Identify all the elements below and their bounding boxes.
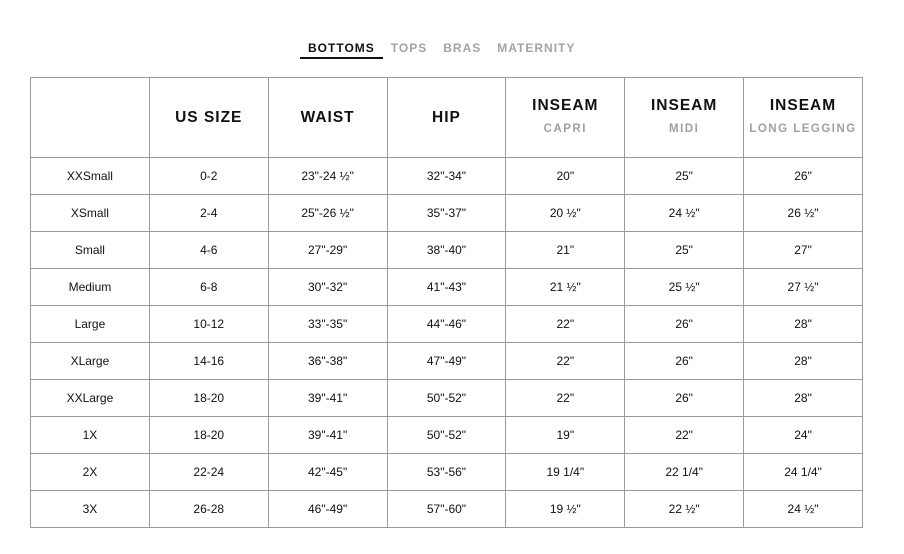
table-cell: 30"-32" (268, 269, 387, 306)
tab-bottoms[interactable]: BOTTOMS (300, 40, 383, 59)
size-name-cell: XXLarge (31, 380, 150, 417)
size-name-cell: Small (31, 232, 150, 269)
table-cell: 24 1/4" (744, 454, 863, 491)
column-header-waist (268, 78, 387, 158)
table-cell: 38"-40" (387, 232, 506, 269)
table-cell: 21" (506, 232, 625, 269)
table-row (31, 232, 863, 269)
table-cell: 14-16 (149, 343, 268, 380)
table-row (31, 380, 863, 417)
table-cell: 18-20 (149, 380, 268, 417)
table-row (31, 417, 863, 454)
table-cell: 25 ½" (625, 269, 744, 306)
table-cell: 26-28 (149, 491, 268, 528)
table-row (31, 454, 863, 491)
table-row (31, 306, 863, 343)
table-cell: 27 ½" (744, 269, 863, 306)
size-name-cell: XSmall (31, 195, 150, 232)
column-header-us-size (149, 78, 268, 158)
table-cell: 32"-34" (387, 158, 506, 195)
table-cell: 50"-52" (387, 417, 506, 454)
table-cell: 35"-37" (387, 195, 506, 232)
table-body (31, 158, 863, 528)
table-cell: 26" (744, 158, 863, 195)
column-header-hip (387, 78, 506, 158)
table-cell: 36"-38" (268, 343, 387, 380)
table-cell: 44"-46" (387, 306, 506, 343)
size-name-cell: 2X (31, 454, 150, 491)
table-cell: 25"-26 ½" (268, 195, 387, 232)
column-header-label: US SIZE (175, 108, 243, 126)
table-cell: 24" (744, 417, 863, 454)
table-cell: 50"-52" (387, 380, 506, 417)
table-cell: 22" (506, 343, 625, 380)
table-row (31, 158, 863, 195)
table-cell: 6-8 (149, 269, 268, 306)
tab-bras[interactable]: BRAS (443, 41, 482, 55)
size-name-cell: 3X (31, 491, 150, 528)
table-cell: 24 ½" (744, 491, 863, 528)
size-name-cell: XLarge (31, 343, 150, 380)
table-cell: 47"-49" (387, 343, 506, 380)
table-cell: 10-12 (149, 306, 268, 343)
table-row (31, 195, 863, 232)
table-cell: 22-24 (149, 454, 268, 491)
size-name-cell: 1X (31, 417, 150, 454)
table-header-row (31, 78, 863, 158)
table-row (31, 343, 863, 380)
column-header-sublabel: CAPRI (543, 122, 587, 135)
table-cell: 24 ½" (625, 195, 744, 232)
table-cell: 19 ½" (506, 491, 625, 528)
table-cell: 25" (625, 158, 744, 195)
table-cell: 26" (625, 380, 744, 417)
table-row (31, 269, 863, 306)
size-chart-table (30, 77, 863, 528)
table-cell: 41"-43" (387, 269, 506, 306)
column-header-sublabel: LONG LEGGING (749, 122, 857, 135)
column-header-label: INSEAM (650, 96, 718, 114)
table-cell: 22" (625, 417, 744, 454)
table-cell: 22" (506, 306, 625, 343)
column-header-label: HIP (432, 108, 461, 126)
table-cell: 27"-29" (268, 232, 387, 269)
size-category-tabs (300, 40, 583, 60)
table-cell: 53"-56" (387, 454, 506, 491)
table-cell: 57"-60" (387, 491, 506, 528)
table-cell: 46"-49" (268, 491, 387, 528)
table-cell: 19" (506, 417, 625, 454)
size-name-cell: Large (31, 306, 150, 343)
column-header-label: INSEAM (532, 96, 599, 114)
table-cell: 22 1/4" (625, 454, 744, 491)
column-header-inseam-capri (506, 78, 625, 158)
column-header-inseam-long-legging (744, 78, 863, 158)
table-cell: 0-2 (149, 158, 268, 195)
column-header-inseam-midi (625, 78, 744, 158)
column-header-label: WAIST (300, 108, 355, 126)
table-cell: 27" (744, 232, 863, 269)
table-cell: 26" (625, 306, 744, 343)
column-header-sublabel: MIDI (669, 122, 700, 135)
column-header-label: INSEAM (769, 96, 837, 114)
table-cell: 26 ½" (744, 195, 863, 232)
table-cell: 21 ½" (506, 269, 625, 306)
table-cell: 25" (625, 232, 744, 269)
table-cell: 22 ½" (625, 491, 744, 528)
table-cell: 18-20 (149, 417, 268, 454)
tab-maternity[interactable]: MATERNITY (497, 41, 576, 55)
table-cell: 39"-41" (268, 380, 387, 417)
table-cell: 4-6 (149, 232, 268, 269)
table-row (31, 491, 863, 528)
size-name-cell: Medium (31, 269, 150, 306)
table-cell: 20 ½" (506, 195, 625, 232)
table-cell: 33"-35" (268, 306, 387, 343)
table-cell: 19 1/4" (506, 454, 625, 491)
table-cell: 2-4 (149, 195, 268, 232)
table-cell: 20" (506, 158, 625, 195)
table-cell: 26" (625, 343, 744, 380)
table-cell: 23"-24 ½" (268, 158, 387, 195)
table-cell: 28" (744, 306, 863, 343)
column-header-size-name (31, 78, 150, 158)
table-cell: 22" (506, 380, 625, 417)
table-cell: 28" (744, 343, 863, 380)
table-cell: 39"-41" (268, 417, 387, 454)
table-cell: 28" (744, 380, 863, 417)
tab-tops[interactable]: TOPS (390, 41, 428, 55)
size-name-cell: XXSmall (31, 158, 150, 195)
table-cell: 42"-45" (268, 454, 387, 491)
